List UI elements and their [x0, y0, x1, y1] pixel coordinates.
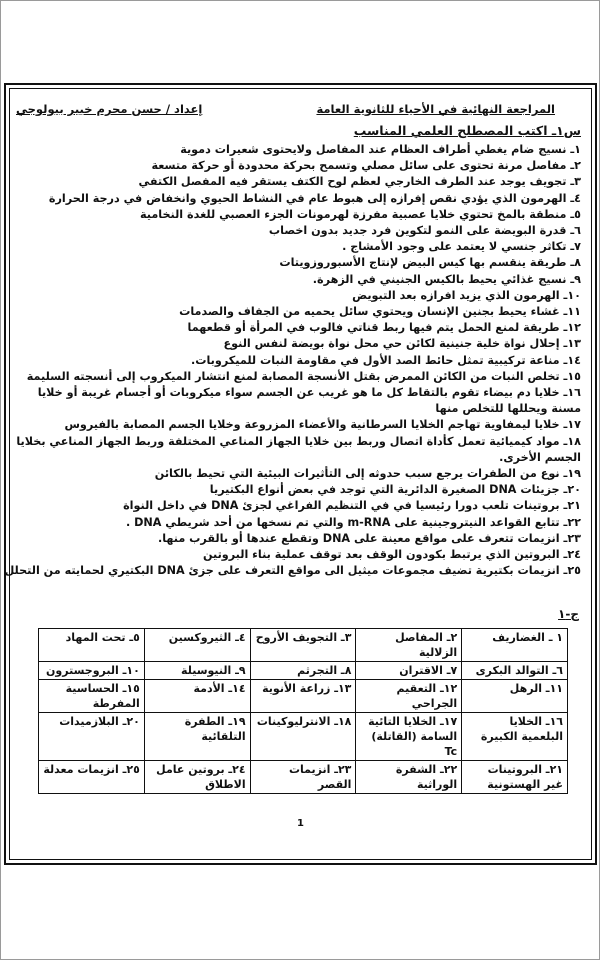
answer-cell: ٣ـ التجويف الأروح	[250, 629, 356, 662]
answer-cell: ١١ـ الرهل	[462, 680, 568, 713]
question-item: ٩ـ نسيج غذائي يحيط بالكيس الجنيني في الزهرة.	[312, 272, 581, 286]
question-item: ٥ـ منطقة بالمخ تحتوي خلايا عصبية مفرزة لهرمونات الجزء العصبي للغدة النخامية	[140, 207, 581, 221]
question-item: ١٤ـ مناعة تركيبية تمثل حائط الصد الأول في مقاومة النبات للميكروبات.	[190, 353, 581, 367]
question-item: ٢٢ـ تتابع القواعد النيتروجينية على m-RNA والتي تم نسخها من أحد شريطي DNA .	[125, 515, 581, 529]
answer-cell: ٨ـ التجرثم	[250, 662, 356, 680]
answer-cell: ٢٥ـ انزيمات معدلة	[39, 761, 145, 794]
table-row	[39, 662, 568, 680]
answer-cell: ٢١ـ البروتينات غير الهستونية	[462, 761, 568, 794]
answer-cell: ٢٤ـ بروتين عامل الاطلاق	[144, 761, 250, 794]
question-item: ٧ـ تكاثر جنسي لا يعتمد على وجود الأمشاج .	[342, 240, 581, 254]
question-item: ١٨ـ مواد كيميائية تعمل كأداة اتصال وربط بين خلايا الجهاز المناعي المختلفة وربط الجهاز المناعي بخلايا الجسم الأخرى.	[16, 434, 581, 464]
question-item: ٤ـ الهرمون الذي يؤدي نقص إفرازه إلى هبوط عام في النشاط الحيوي وانخفاض في درجة الحرارة	[48, 191, 581, 205]
question-item: ٢٥ـ انزيمات بكتيرية تضيف مجموعات ميثيل الى مواقع التعرف على جزئ DNA البكتيري لحمايته من التحلل	[4, 564, 581, 578]
answer-cell: ٢ـ المفاصل الزلالية	[356, 629, 462, 662]
document-title: المراجعة النهائية في الأحياء للثانوية العامة	[316, 102, 555, 116]
answer-cell: ٢٣ـ انزيمات القصر	[250, 761, 356, 794]
answer-cell: ١٣ـ زراعة الأنوية	[250, 680, 356, 713]
answer-cell: ١٧ـ الخلايا التائية السامة (القاتلة) Tc	[356, 713, 462, 761]
answer-heading: ج-١	[558, 607, 579, 621]
answer-cell: ٤ـ الثيروكسين	[144, 629, 250, 662]
question-item: ١٦ـ خلايا دم بيضاء تقوم بالتقاط كل ما هو غريب عن الجسم سواء ميكروبات أو أجسام غريبة أو خلايا مسنة ويحللها للتخلص منها	[37, 386, 581, 416]
table-row	[39, 629, 568, 662]
answer-cell: ١٩ـ الطفرة التلقائية	[144, 713, 250, 761]
table-row	[39, 761, 568, 794]
document-page	[4, 83, 597, 865]
page-number: 1	[297, 818, 304, 829]
question-item: ١٠ـ الهرمون الذي يزيد افرازه بعد التبويض	[352, 288, 581, 302]
answer-cell: ١٤ـ الأدمة	[144, 680, 250, 713]
answer-cell: ٦ـ التوالد البكرى	[462, 662, 568, 680]
answer-cell: ١٦ـ الخلايا البلعمية الكبيرة	[462, 713, 568, 761]
question-item: ٢٣ـ انزيمات تتعرف على مواقع معينة على DNA وتقطع عندها أو بالقرب منها.	[157, 531, 581, 545]
question-item: ٢ـ مفاصل مرنة تحتوى على سائل مصلي وتسمح بحركة محدودة أو حركة متسعة	[151, 159, 581, 173]
answer-cell: ١٠ـ البروجسترون	[39, 662, 145, 680]
question-items	[4, 142, 581, 579]
question-item: ٢٤ـ البروتين الذي يرتبط بكودون الوقف بعد توقف عملية بناء البروتين	[202, 548, 581, 562]
question-item: ١٣ـ إحلال نواة خلية جنينية لكائن حي محل نواة بويضة لنفس النوع	[223, 337, 581, 351]
question-item: ٢٠ـ جزيئات DNA الصغيرة الدائرية التي توجد في بعض أنواع البكتيريا	[209, 483, 581, 497]
answer-table	[38, 628, 568, 794]
answer-cell: ٥ـ تحت المهاد	[39, 629, 145, 662]
author-credit: إعداد / حسن محرم خبير بيولوجي	[16, 102, 203, 116]
question-item: ١١ـ غشاء يحيط بجنين الإنسان ويحتوي سائل يحميه من الجفاف والصدمات	[179, 305, 581, 319]
answer-cell: ٧ـ الاقتران	[356, 662, 462, 680]
answer-cell: ٢٢ـ الشفرة الوراثية	[356, 761, 462, 794]
table-row	[39, 713, 568, 761]
question-item: ١٥ـ تخلص النبات من الكائن الممرض بقتل الأنسجة المصابة لمنع انتشار الميكروب إلى أنسجته السليمة	[26, 369, 581, 383]
question-item: ١٩ـ نوع من الطفرات يرجع سبب حدوثه إلى التأثيرات البيئية التي تحيط بالكائن	[154, 467, 581, 481]
question-item: ١ـ نسيج ضام يغطي أطراف العظام عند المفاصل ولايحتوى شعيرات دموية	[180, 143, 581, 156]
question-item: ١٧ـ خلايا ليمفاوية تهاجم الخلايا السرطانية والأعضاء المزروعة وخلايا الجسم المصابة بالفيروس	[64, 418, 581, 432]
table-row	[39, 680, 568, 713]
document-header	[16, 102, 555, 116]
answer-cell: ١٥ـ الحساسية المفرطة	[39, 680, 145, 713]
answer-cell: ١٨ـ الانترليوكينات	[250, 713, 356, 761]
answer-cell: ١٢ـ التعقيم الجراحي	[356, 680, 462, 713]
question-item: ٢١ـ بروتينات تلعب دورا رئيسيا في في التنظيم الفراغي لجزئ DNA في داخل النواة	[123, 499, 581, 513]
answer-cell: ٩ـ النيوسيلة	[144, 662, 250, 680]
answer-cell: ٢٠ـ البلازميدات	[39, 713, 145, 761]
question-item: ٦ـ قدرة البويضة على النمو لتكوين فرد جديد بدون اخصاب	[268, 224, 581, 238]
question-item: ٨ـ طريقة ينقسم بها كيس البيض لإنتاج الأسبوروزويتات	[279, 256, 581, 270]
question-heading: س١ـ اكتب المصطلح العلمي المناسب	[353, 123, 581, 138]
question-item: ١٢ـ طريقة لمنع الحمل يتم فيها ربط قناتي فالوب في المرأة أو قطعهما	[187, 321, 581, 335]
answer-cell: ١ ـ الغضاريف	[462, 629, 568, 662]
question-item: ٣ـ تجويف يوجد عند الطرف الخارجي لعظم لوح الكتف يستقر فيه المفصل الكتفي	[138, 175, 581, 189]
